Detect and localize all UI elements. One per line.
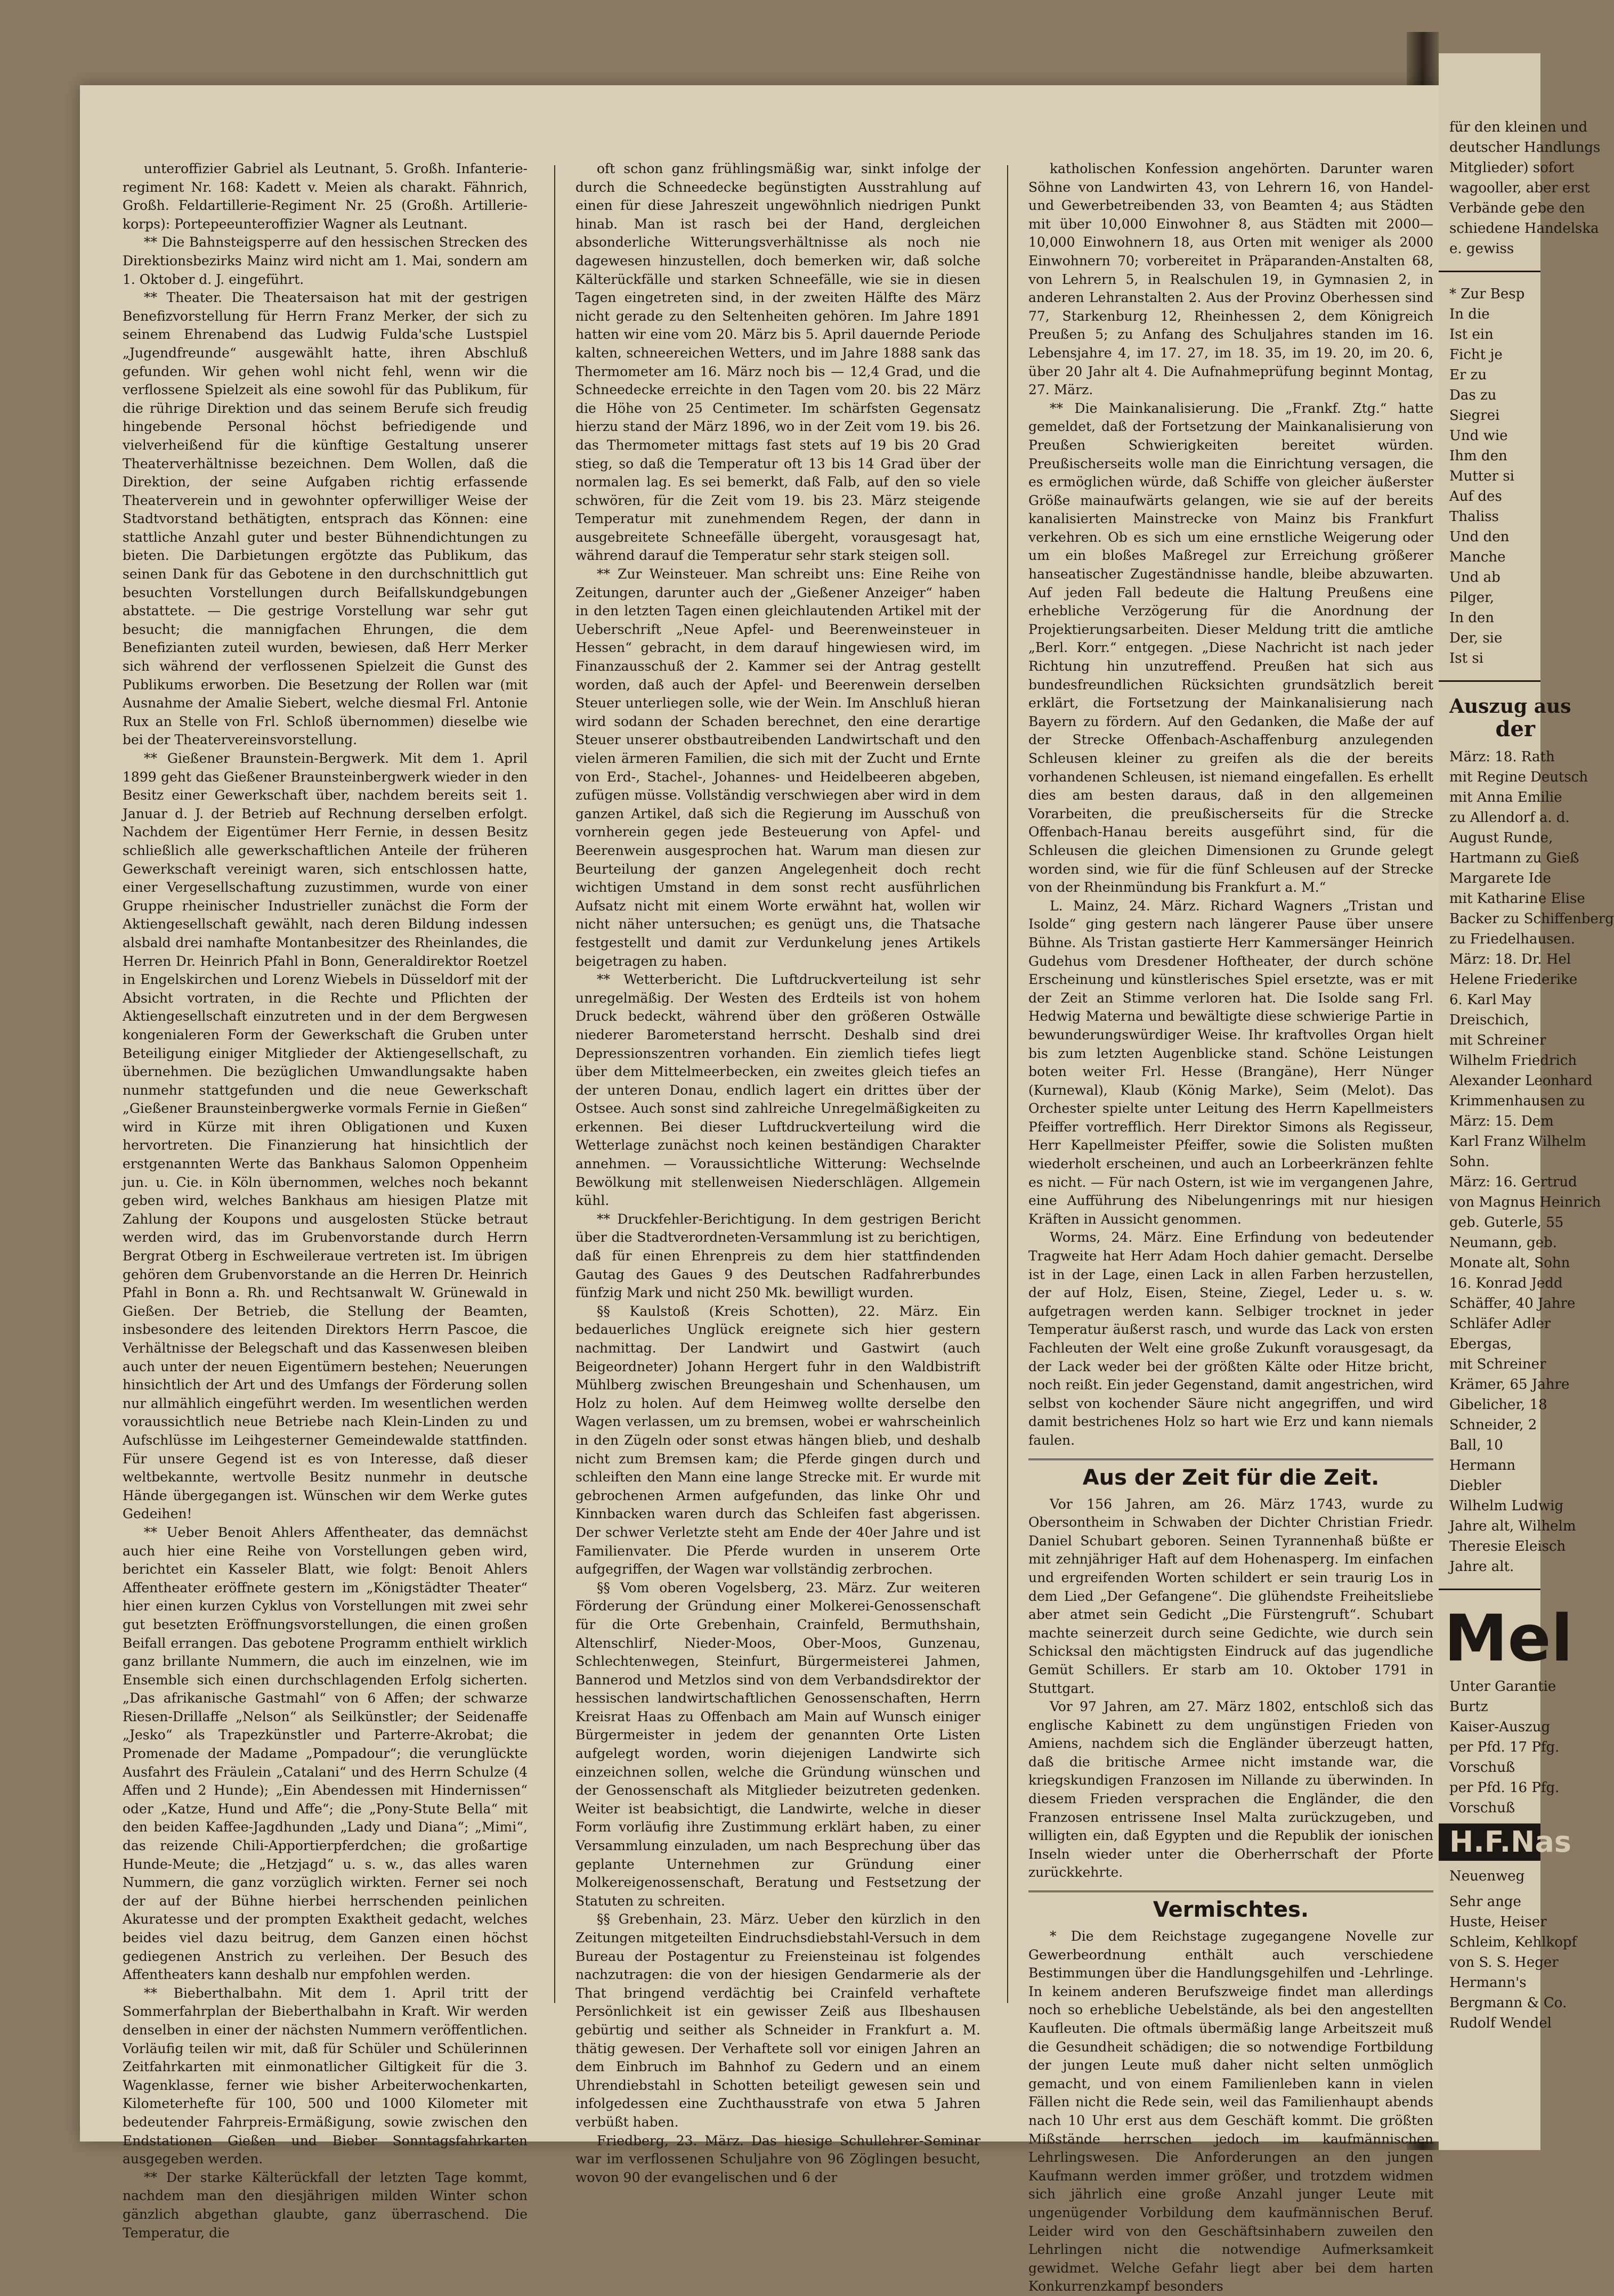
adjacent-box-subtitle: der bbox=[1495, 717, 1535, 742]
adjacent-text-line: per Pfd. 17 Pfg. bbox=[1449, 1739, 1560, 1755]
adjacent-text-line: deutscher Handlungs bbox=[1449, 140, 1601, 156]
adjacent-text-line: Sehr ange bbox=[1449, 1894, 1521, 1910]
article-paragraph: §§ Kaulstoß (Kreis Schotten), 22. März. Ein bedauerliches Unglück ereignete sich hier gestern nachmittag. Der Landwirt und Gastwirt (auch Beigeordneter) Johann Hergert fuhr in den Waldbistrift Mühlberg zwischen Breungeshain und Schenhausen, um Holz zu holen. Auf dem Heimweg wollte derselbe den Wagen verlassen, um zu bremsen, wobei er wahrscheinlich in den Zügeln oder sonst etwas hängen blieb, und deshalb nicht zum Bremsen kam; die Pferde gingen durch und schleiften den Mann eine lange Strecke mit. Er wurde mit gebrochenen Armen aufgefunden, das linke Ohr und Kinnbacken waren durch das Schleifen fast abgerissen. Der schwer Verletzte steht am Ende der 40er Jahre und ist Familienvater. Die Pferde wurden in unserem Orte aufgegriffen, der Wagen war vollständig zerbrochen. bbox=[575, 1303, 980, 1577]
adjacent-text-line: Neumann, geb. bbox=[1449, 1235, 1557, 1251]
adjacent-text-line: 16. Konrad Jedd bbox=[1449, 1275, 1563, 1291]
article-paragraph: ** Die Bahnsteigsperre auf den hessischen Strecken des Direktionsbezirks Mainz wird nicht am 1. Mai, sondern am 1. Oktober d. J. eingeführt. bbox=[123, 234, 528, 287]
adjacent-text-line: Der, sie bbox=[1449, 630, 1503, 646]
adjacent-text-line: Ist ein bbox=[1449, 327, 1494, 343]
column-3 bbox=[1028, 160, 1433, 2296]
adjacent-text-line: Ist si bbox=[1449, 650, 1483, 666]
adjacent-registry bbox=[1439, 747, 1614, 1577]
adjacent-text-line: Monate alt, Sohn bbox=[1449, 1255, 1570, 1271]
adjacent-text-line: geb. Guterle, 55 bbox=[1449, 1215, 1564, 1231]
adjacent-text-line: März: 15. Dem bbox=[1449, 1113, 1554, 1129]
adjacent-text-line: März: 18. Rath bbox=[1449, 749, 1555, 765]
article-paragraph: ** Zur Weinsteuer. Man schreibt uns: Eine Reihe von Zeitungen, darunter auch der „Gießener Anzeiger“ haben in den letzten Tagen einen gleichlautenden Artikel mit der Ueberschrift „Neue Apfel- und Beerenweinsteuer in Hessen“ gebracht, in dem darauf hingewiesen wird, im Finanzausschuß der 2. Kammer sei der Antrag gestellt worden, daß auch der Apfel- und Beerenwein derselben Steuer unterliegen solle, wie der Wein. Im Anschluß hieran wird sodann der Schaden berechnet, den eine derartige Steuer unserer obstbautreibenden Landwirtschaft und den vielen ärmeren Familien, die sich mit der Zucht und Ernte von Erd-, Stachel-, Johannes- und Heidelbeeren abgeben, zufügen müsse. Vollständig verschwiegen aber wird in dem ganzen Artikel, daß sich die Regierung im Ausschuß von vornherein gegen jede Besteuerung von Apfel- und Beerenwein ausgesprochen hat. Warum man diesen zur Beurteilung der ganzen Angelegenheit doch recht wichtigen Umstand in dem sonst recht ausführlichen Aufsatz nicht mit einem Worte erwähnt hat, wollen wir nicht näher untersuchen; es genügt uns, die Thatsache festgestellt und damit zur Verdunkelung jenes Artikels beigetragen zu haben. bbox=[575, 566, 980, 969]
adjacent-text-line: Margarete Ide bbox=[1449, 870, 1551, 886]
article-paragraph: Vor 97 Jahren, am 27. März 1802, entschloß sich das englische Kabinett zu dem ungünstigen Frieden von Amiens, nachdem sich die Engländer überzeugt hatten, daß die britische Armee nicht imstande war, die kriegskundigen Franzosen im Nillande zu überwinden. In diesem Frieden versprachen die Engländer, die den Franzosen entrissene Insel Malta zurückzugeben, und willigten ein, daß Egypten und die Republik der ionischen Inseln wieder unter die Oberherrschaft der Pforte zurückkehrte. bbox=[1028, 1699, 1433, 1880]
adjacent-text-line: Er zu bbox=[1449, 367, 1487, 383]
article-paragraph: ** Bieberthalbahn. Mit dem 1. April tritt der Sommerfahrplan der Bieberthalbahn in Kraft. Wir werden denselben in einer der nächsten Nummern veröffentlichen. Vorläufig teilen wir mit, daß für Schüler und Schülerinnen Zeitfahrkarten mit einmonatlicher Giltigkeit für die 3. Wagenklasse, ferner wie bisher Arbeiterwochenkarten, Kilometerhefte für 100, 500 und 1000 Kilometer mit bedeutender Fahrpreis-Ermäßigung, sowie zwischen den Endstationen Gießen und Bieber Sonntagsfahrkarten ausgegeben werden. bbox=[123, 1985, 528, 2167]
adjacent-text-line: Vorschuß bbox=[1449, 1760, 1515, 1776]
column-3-articles bbox=[1028, 160, 1433, 1450]
adjacent-ad-lines bbox=[1439, 1676, 1560, 1818]
adjacent-text-line: Hartmann zu Gieß bbox=[1449, 850, 1579, 866]
adjacent-text-line: Theresie Eleisch bbox=[1449, 1538, 1566, 1554]
adjacent-text-line: 6. Karl May bbox=[1449, 992, 1531, 1008]
adjacent-text-line: für den kleinen und bbox=[1449, 119, 1588, 135]
adjacent-rule bbox=[1439, 680, 1540, 682]
adjacent-text-line: e. gewiss bbox=[1449, 241, 1514, 257]
adjacent-text-line: Thaliss bbox=[1449, 509, 1499, 525]
column-divider bbox=[554, 165, 555, 2003]
adjacent-text-line: Huste, Heiser bbox=[1449, 1914, 1547, 1930]
adjacent-text-line: mit Schreiner bbox=[1449, 1356, 1546, 1372]
adjacent-text-line: Diebler bbox=[1449, 1478, 1502, 1494]
adjacent-page-fragment bbox=[1439, 53, 1614, 2150]
adjacent-text-line: schiedene Handelska bbox=[1449, 221, 1599, 237]
adjacent-rule bbox=[1439, 271, 1540, 272]
section-heading-vermischtes: Vermischtes. bbox=[1028, 1891, 1433, 1922]
adjacent-ad-stamp: H.F.Nas bbox=[1439, 1823, 1540, 1861]
adjacent-text-line: März: 16. Gertrud bbox=[1449, 1174, 1577, 1190]
adjacent-text-line: Bergmann & Co. bbox=[1449, 1995, 1567, 2011]
adjacent-text-line: Rudolf Wendel bbox=[1449, 2015, 1552, 2031]
adjacent-text-line: Auf des bbox=[1449, 488, 1502, 504]
adjacent-text-line: In den bbox=[1449, 610, 1495, 626]
article-paragraph: ** Druckfehler-Berichtigung. In dem gestrigen Bericht über die Stadtverordneten-Versammlung ist zu berichtigen, daß für einen Ehrenpreis zu dem hier stattfindenden Gautag des Gaues 9 des Deutschen Radfahrerbundes fünfzig Mark und nicht 250 Mk. bewilligt wurden. bbox=[575, 1211, 980, 1301]
adjacent-text-line: wagooller, aber erst bbox=[1449, 180, 1590, 196]
adjacent-text-line: Und den bbox=[1449, 529, 1510, 545]
adjacent-text-line: Schneider, 2 bbox=[1449, 1417, 1537, 1433]
adjacent-text-line: mit Schreiner bbox=[1449, 1032, 1546, 1048]
article-paragraph: unteroffizier Gabriel als Leutnant, 5. Großh. Infanterie-regiment Nr. 168: Kadett v. Meien als charakt. Fähnrich, Großh. Feldartillerie-Regiment Nr. 25 (Großh. Artillerie-korps): Portepeeunteroffizier Wagner als Leutnant. bbox=[123, 161, 528, 232]
adjacent-text-line: Gibelicher, 18 bbox=[1449, 1397, 1547, 1413]
article-paragraph: ** Ueber Benoit Ahlers Affentheater, das demnächst auch hier eine Reihe von Vorstellungen geben wird, berichtet ein Kasseler Blatt, wie folgt: Benoit Ahlers Affentheater eröffnete gestern im „Königstädter Theater“ hier einen kurzen Cyklus von Vorstellungen mit zwei sehr gut besetzten Eröffnungsvorstellungen, die einen großen Beifall errangen. Das gebotene Programm enthielt wirklich ganz brillante Nummern, die auch im einzelnen, wie im Ensemble sich einen durchschlagenden Erfolg sicherten. „Das afrikanische Gastmahl“ von 6 Affen; der schwarze Riesen-Drillaffe „Nelson“ als Seilkünstler; der Seidenaffe „Jesko“ als Trapezkünstler und Parterre-Akrobat; die Promenade der Madame „Pompadour“; die verunglückte Ausfahrt des Fräulein „Catalani“ und des Herrn Schulze (4 Affen und 2 Hunde); „Ein Abendessen mit Hindernissen“ oder „Katze, Hund und Affe“; die „Pony-Stute Bella“ mit den beiden Kaffee-Jagdhunden „Lady und Diana“; „Mimi“, das reizende Chili-Apportierpferdchen; die großartige Hunde-Meute; die „Hetzjagd“ u. s. w., das alles waren Nummern, die ganz vorzüglich wirkten. Ferner sei noch der auf der Bühne hierbei herrschenden peinlichen Akuratesse und der prompten Exaktheit gedacht, welches beides viel dazu beitrug, dem Ganzen einen höchst gediegenen Anstrich zu verleihen. Der Besuch des Affentheaters kann deshalb nur empfohlen werden. bbox=[123, 1524, 528, 1983]
adjacent-text-line: Kaiser-Auszug bbox=[1449, 1719, 1551, 1735]
adjacent-text-line: Sohn. bbox=[1449, 1154, 1490, 1170]
adjacent-text-line: Krimmenhausen zu bbox=[1449, 1093, 1585, 1109]
adjacent-box-title: Auszug aus bbox=[1449, 695, 1571, 718]
adjacent-text-line: Karl Franz Wilhelm bbox=[1449, 1134, 1586, 1150]
article-paragraph: katholischen Konfession angehörten. Darunter waren Söhne von Landwirten 43, von Lehrern 16, von Handel- und Gewerbetreibenden 33, von Beamten 4; aus Städten mit über 10,000 Einwohner 8, aus Städten mit 2000—10,000 Einwohnern 18, aus Orten mit weniger als 2000 Einwohnern 70; vorbereitet in Präparanden-Anstalten 68, von Lehrern 5, in Realschulen 19, in Gymnasien 2, in anderen Lehranstalten 2. Aus der Provinz Oberhessen sind 77, Starkenburg 12, Rheinhessen 2, dem Königreich Preußen 5; zu Anfang des Schuljahres standen im 16. Lebensjahre 4, im 17. 27, im 18. 35, im 19. 20, im 20. 6, über 20 Jahr alt 4. Die Aufnahmeprüfung beginnt Montag, 27. März. bbox=[1028, 161, 1433, 398]
adjacent-text-line: Ebergas, bbox=[1449, 1336, 1512, 1352]
adjacent-text-line: Schläfer Adler bbox=[1449, 1316, 1551, 1332]
adjacent-text-line: Mitglieder) sofort bbox=[1449, 160, 1575, 176]
adjacent-text-line: Wilhelm Ludwig bbox=[1449, 1498, 1564, 1514]
section-heading-aus-der-zeit: Aus der Zeit für die Zeit. bbox=[1028, 1459, 1433, 1490]
adjacent-text-line: Schäffer, 40 Jahre bbox=[1449, 1296, 1576, 1312]
article-paragraph: ** Die Mainkanalisierung. Die „Frankf. Ztg.“ hatte gemeldet, daß der Fortsetzung der Mainkanalisierung von Preußen Schwierigkeiten bereitet würden. Preußischerseits wolle man die Einrichtung versagen, die es ermöglichen würde, daß Schiffe von gleicher äußerster Größe mainaufwärts gelangen, wie sie auf der bereits kanalisierten Mainstrecke von Mainz bis Frankfurt verkehren. Ob es sich um eine ernstliche Weigerung oder um ein bloßes Maßregel zur Erreichung größerer hanseatischer Zugeständnisse handle, bleibe abzuwarten. Auf jeden Fall bedeute die Haltung Preußens eine erhebliche Verzögerung für die Anordnung der Projektierungsarbeiten. Dieser Meldung tritt die amtliche „Berl. Korr.“ entgegen. „Diese Nachricht ist nach jeder Richtung hin unzutreffend. Preußen hat sich aus bundesfreundlichen Rücksichten grundsätzlich bereit erklärt, die Fortsetzung der Mainkanalisierung nach Bayern zu fördern. Auf den Gedanken, die Maße der auf der Strecke Offenbach-Aschaffenburg anzulegenden Schleusen kleiner zu greifen als die der bereits vorhandenen Schleusen, ist niemand eingefallen. Es erhellt dies am besten daraus, daß in den allgemeinen Vorarbeiten, die preußischerseits für die Strecke Offenbach-Hanau bereits ausgeführt sind, für die Schleusen die gleichen Dimensionen zu Grunde gelegt worden sind, wie für die fünf Schleusen auf der Strecke von der Rheinmündung bis Frankfurt a. M.“ bbox=[1028, 400, 1433, 895]
article-paragraph: ** Wetterbericht. Die Luftdruckverteilung ist sehr unregelmäßig. Der Westen des Erdteils ist von hohem Druck bedeckt, während über den größeren Ostwälle niederer Barometerstand herrscht. Deshalb sind drei Depressionszentren vorhanden. Ein ziemlich tiefes liegt über dem Mittelmeerbecken, ein zweites gleich tiefes an der unteren Donau, endlich lagert ein drittes über der Ostsee. Auch sonst sind zahlreiche Unregelmäßigkeiten zu erkennen. Bei dieser Luftdruckverteilung wird die Wetterlage zunächst noch keinen beständigen Charakter annehmen. — Voraussichtliche Witterung: Wechselnde Bewölkung mit stellenweisen Niederschlägen. Allgemein kühl. bbox=[575, 972, 980, 1209]
article-paragraph: ** Der starke Kälterückfall der letzten Tage kommt, nachdem man den diesjährigen milden Winter schon gänzlich abgethan glaubte, ganz überraschend. Die Temperatur, die bbox=[123, 2169, 528, 2241]
article-paragraph: §§ Grebenhain, 23. März. Ueber den kürzlich in den Zeitungen mitgeteilten Eindruchsdiebstahl-Versuch in dem Bureau der Postagentur zu Freiensteinau ist folgendes nachzutragen: die von der hiesigen Gendarmerie als der That bringend verdächtig bei Crainfeld verhaftete Persönlichkeit ist ein gewisser Zeiß aus Ilbeshausen gebürtig und seither als Schneider in Frankfurt a. M. thätig gewesen. Der Verhaftete soll vor einigen Jahren an dem Einbruch im Bahnhof zu Gedern und an einem Uhrendiebstahl in Schotten beteiligt gewesen sein und infolgedessen eine Zuchthausstrafe von etwa 5 Jahren verbüßt haben. bbox=[575, 1911, 980, 2130]
adjacent-text-line: Hermann bbox=[1449, 1458, 1516, 1473]
article-paragraph: §§ Vom oberen Vogelsberg, 23. März. Zur weiteren Förderung der Gründung einer Molkerei-Genossenschaft für die Orte Grebenhain, Crainfeld, Bermuthshain, Altenschlirf, Nieder-Moos, Ober-Moos, Gunzenau, Schlechtenwegen, Steinfurt, Bürgermeisterei Jahmen, Bannerod und Metzlos sind von dem Verbandsdirektor der hessischen landwirtschaftlichen Genossenschaften, Herrn Kreisrat Haas zu Offenbach am Main auf Wunsch einiger Bürgermeister in jedem der genannten Orte Listen aufgelegt worden, worin diejenigen Landwirte sich einzeichnen sollen, welche die Gründung wünschen und der Genossenschaft als Mitglieder beizutreten gedenken. Weiter ist beabsichtigt, die Landwirte, welche in dieser Form vorläufig ihre Zustimmung erklärt haben, zu einer Versammlung einzuladen, um nach Besprechung über das geplante Unternehmen zur Gründung einer Molkereigenossenschaft, Beratung und Festsetzung der Statuten zu schreiten. bbox=[575, 1579, 980, 1909]
adjacent-text-line: per Pfd. 16 Pfg. bbox=[1449, 1780, 1560, 1796]
article-paragraph: * Die dem Reichstage zugegangene Novelle zur Gewerbeordnung enthält auch verschiedene Bestimmungen über die Handlungsgehilfen und -Lehrlinge. In keinem anderen Berufszweige findet man allerdings noch so erhebliche Uebelstände, als bei den angestellten Kaufleuten. Die oftmals übermäßig lange Arbeitszeit muß die Gesundheit schädigen; die so notwendige Fortbildung der jungen Leute muß daher nicht selten unmöglich gemacht, und von einem Familienleben kann in vielen Fällen nicht die Rede sein, weil das Familienhaupt abends nach 10 Uhr erst aus dem Geschäft kommt. Die größten Mißstände herrschen jedoch im kaufmännischen Lehrlingswesen. Die Anforderungen an den jungen Kaufmann werden immer größer, und trotzdem widmen sich jährlich eine große Anzahl junger Leute mit ungenügender Vorbildung dem kaufmännischen Beruf. Leider wird von den Geschäftsinhabern zuweilen den Lehrlingen nicht die notwendige Aufmerksamkeit gewidmet. Welche Gefahr liegt aber bei dem harten Konkurrenzkampf besonders bbox=[1028, 1928, 1433, 2294]
adjacent-text-line: Unter Garantie bbox=[1449, 1679, 1556, 1695]
adjacent-text-line: Burtz bbox=[1449, 1699, 1488, 1715]
adjacent-text-line: Das zu bbox=[1449, 387, 1497, 403]
adjacent-text-line: Alexander Leonhard bbox=[1449, 1073, 1593, 1089]
adjacent-ad-lines-2 bbox=[1439, 1892, 1577, 2033]
adjacent-text-line: Wilhelm Friedrich bbox=[1449, 1053, 1577, 1069]
article-paragraph: ** Gießener Braunstein-Bergwerk. Mit dem 1. April 1899 geht das Gießener Braunsteinbergwerk wieder in den Besitz einer Gewerkschaft über, nachdem bereits seit 1. Januar d. J. der Betrieb auf Rechnung derselben erfolgt. Nachdem der Eigentümer Herr Fernie, in dessen Besitz schließlich alle gewerkschaftlichen Anteile der früheren Gewerkschaft vereinigt waren, sich entschlossen hatte, einer Vergesellschaftung zuzustimmen, wurde von einer Gruppe rheinischer Industrieller zunächst die Form der Aktiengesellschaft gewählt, nach deren Bildung indessen alsbald drei namhafte Montanbesitzer des Rheinlandes, die Herren Dr. Heinrich Pfahl in Bonn, Generaldirektor Roetzel in Engelskirchen und Lorenz Wiebels in Düsseldorf mit der Absicht vortraten, in die Rechte und Pflichten der Aktiengesellschaft einzutreten und in der dem Bergwesen kongenialeren Form der Gewerkschaft die Gruben unter Beteiligung einiger Mitglieder der Aktiengesellschaft, zu übernehmen. Die bezüglichen Umwandlungsakte haben nunmehr stattgefunden und die neue Gewerkschaft „Gießener Braunsteinbergwerke vormals Fernie in Gießen“ wird in Kürze mit ihren Obligationen und Kuxen hervortreten. Die Finanzierung hat hinsichtlich der erstgenannten Werte das Bankhaus Salomon Oppenheim jun. u. Cie. in Köln übernommen, welches noch bekannt geben wird, welches Bankhaus am hiesigen Platze mit Zahlung der Koupons und ausgelosten Stücke betraut werden wird, das im Grubenvorstande durch Herrn Bergrat Otberg in Eschweileraue vertreten ist. Im übrigen gehören dem Grubenvorstande an die Herren Dr. Heinrich Pfahl in Bonn a. Rh. und Rechtsanwalt W. Grünewald in Gießen. Der Betrieb, die Stellung der Beamten, insbesondere des leitenden Direktors Herrn Pascoe, die Verhältnisse der Belegschaft und das Kassenwesen bleiben auch unter der neuen Eigentümern bestehen; Neuerungen hinsichtlich der Art und des Umfangs der Förderung sollen nur allmählich eingeführt werden. Im wesentlichen werden voraussichtlich neue Betriebe nach Klein-Linden zu und Aufschlüsse im Leihgesterner Gemeindewalde stattfinden. Für unsere Gegend ist es von Interesse, daß dieser weltbekannte, wertvolle Besitz nunmehr in deutsche Hände übergegangen ist. Wünschen wir dem Werke gutes Gedeihen! bbox=[123, 751, 528, 1522]
adjacent-text-line: Manche bbox=[1449, 549, 1506, 565]
adjacent-text-line: Helene Friederike bbox=[1449, 972, 1578, 988]
section-vermischtes bbox=[1028, 1927, 1433, 2296]
adjacent-rule bbox=[1439, 1589, 1540, 1590]
adjacent-text-line: mit Anna Emilie bbox=[1449, 789, 1562, 805]
adjacent-text-line: Und wie bbox=[1449, 428, 1508, 444]
adjacent-text-line: zu Friedelhausen. bbox=[1449, 931, 1575, 947]
adjacent-text-line: Jahre alt, Wilhelm bbox=[1449, 1518, 1576, 1534]
adjacent-text-line: Dreischich, bbox=[1449, 1012, 1529, 1028]
adjacent-text-line: * Zur Besp bbox=[1449, 286, 1525, 302]
adjacent-text-line: von S. S. Heger bbox=[1449, 1955, 1559, 1971]
adjacent-text-top bbox=[1439, 117, 1601, 259]
adjacent-ad-stamp-sub: Neuenweg bbox=[1449, 1868, 1525, 1884]
adjacent-text-line: Ficht je bbox=[1449, 347, 1503, 363]
adjacent-text-line: Und ab bbox=[1449, 569, 1501, 585]
adjacent-text-line: von Magnus Heinrich bbox=[1449, 1194, 1601, 1210]
column-2 bbox=[575, 160, 980, 2187]
adjacent-text-line: Mutter si bbox=[1449, 468, 1515, 484]
adjacent-text-line: mit Katharine Elise bbox=[1449, 891, 1585, 907]
adjacent-poem bbox=[1439, 284, 1540, 669]
adjacent-text-line: Verbände gebe den bbox=[1449, 200, 1585, 216]
adjacent-text-line: Ball, 10 bbox=[1449, 1437, 1503, 1453]
adjacent-text-line: mit Regine Deutsch bbox=[1449, 769, 1588, 785]
adjacent-ad-headline: Mel bbox=[1444, 1602, 1573, 1676]
adjacent-text-line: Vorschuß bbox=[1449, 1800, 1515, 1816]
article-paragraph: oft schon ganz frühlingsmäßig war, sinkt infolge der durch die Schneedecke begünstigten Ausstrahlung auf einen für diese Jahreszeit ungewöhnlich niedrigen Punkt hinab. Man ist rasch bei der Hand, dergleichen absonderliche Witterungsverhältnisse als noch nie dagewesen hinzustellen, doch bemerken wir, daß solche Kälterückfälle und starken Schneefälle, wie sie in diesen Tagen eingetreten sind, in der zweiten Hälfte des März nicht gerade zu den Seltenheiten gehören. Im Jahre 1891 hatten wir eine vom 20. März bis 5. April dauernde Periode kalten, schneereichen Wetters, und im Jahre 1888 sank das Thermometer am 16. März noch bis — 12,4 Grad, und die Schneedecke erreichte in den Tagen vom 20. bis 22 März die Höhe von 25 Centimeter. Im schärfsten Gegensatz hierzu stand der März 1896, wo in der Zeit vom 19. bis 26. das Thermometer mittags fast stets auf 19 bis 20 Grad stieg, so daß die Temperatur oft 13 bis 14 Grad über der normalen lag. Es sei bemerkt, daß Falb, auf den so viele schwören, für die Zeit vom 19. bis 23. März steigende Temperatur mit zunehmendem Regen, der dann in ausgebreitete Schneefälle übergeht, vorausgesagt hat, während darauf die Temperatur sehr stark steigen soll. bbox=[575, 161, 980, 564]
section-aus-der-zeit bbox=[1028, 1495, 1433, 1882]
article-paragraph: Vor 156 Jahren, am 26. März 1743, wurde zu Obersontheim in Schwaben der Dichter Christian Friedr. Daniel Schubart geboren. Seinen Tyrannenhaß büßte er mit zehnjähriger Haft auf dem Hohenasperg. Im einfachen und ergreifenden Worten schildert er sein traurig Los in dem Lied „Der Gefangene“. Die glühendste Freiheitsliebe aber atmet sein Gedicht „Die Fürstengruft“. Schubart machte seinerzeit durch seine Gedichte, wie durch sein Schicksal den mächtigsten Eindruck auf das jugendliche Gemüt Schillers. Er starb am 10. Oktober 1791 in Stuttgart. bbox=[1028, 1496, 1433, 1696]
adjacent-text-line: Backer zu Schiffenberg bbox=[1449, 911, 1614, 927]
article-paragraph: L. Mainz, 24. März. Richard Wagners „Tristan und Isolde“ ging gestern nach längerer Pause über unsere Bühne. Als Tristan gastierte Herr Kammersänger Heinrich Gudehus vom Dresdener Hoftheater, der durch schöne Erscheinung und künstlerisches Spiel ersetzte, was er mit der Zeit an Stimme verloren hat. Die Isolde sang Frl. Hedwig Materna und bewältigte diese schwierige Partie in bewunderungswürdiger Weise. Ihr kraftvolles Organ hielt bis zum letzten Augenblicke stand. Schöne Leistungen boten weiter Frl. Hesse (Brangäne), Herr Nünger (Kurnewal), Klaub (König Marke), Seim (Melot). Das Orchester spielte unter Leitung des Herrn Kapellmeisters Pfeiffer vortrefflich. Herr Direktor Simons als Regisseur, Herr Kapellmeister Pfeiffer, sowie die Solisten mußten wiederholt erscheinen, und auch an Lorbeerkränzen fehlte es nicht. — Für nach Ostern, ist wie im vergangenen Jahre, eine Aufführung des Nibelungenrings mit nur hiesigen Kräften in Aussicht genommen. bbox=[1028, 898, 1433, 1227]
adjacent-text-line: Pilger, bbox=[1449, 590, 1494, 606]
adjacent-text-line: Krämer, 65 Jahre bbox=[1449, 1377, 1570, 1393]
adjacent-text-line: Ihm den bbox=[1449, 448, 1507, 464]
adjacent-text-line: Schleim, Kehlkopf bbox=[1449, 1934, 1577, 1950]
adjacent-text-line: In die bbox=[1449, 306, 1490, 322]
adjacent-text-line: März: 18. Dr. Hel bbox=[1449, 951, 1571, 967]
adjacent-text-line: Siegrei bbox=[1449, 408, 1500, 424]
column-1 bbox=[123, 160, 528, 2242]
adjacent-text-line: Hermann's bbox=[1449, 1975, 1527, 1991]
article-paragraph: Worms, 24. März. Eine Erfindung von bedeutender Tragweite hat Herr Adam Hoch dahier gemacht. Derselbe ist in der Lage, einen Lack in allen Farben herzustellen, der auf Holz, Eisen, Steine, Ziegel, Leder u. s. w. aufgetragen werden kann. Selbiger trocknet in jeder Temperatur äußerst rasch, und wurde das Lack von ersten Fachleuten der Welt eine große Zukunft vorausgesagt, da der Lack weder bei der größten Kälte oder Hitze bricht, noch reißt. Ein jeder Gegenstand, damit angestrichen, wird selbst von kochender Säure nicht angegriffen, und wird damit bestrichenes Holz so hart wie Erz und kann niemals faulen. bbox=[1028, 1230, 1433, 1448]
article-paragraph: Friedberg, 23. März. Das hiesige Schullehrer-Seminar war im verflossenen Schuljahre von 96 Zöglingen besucht, wovon 90 der evangelischen und 6 der bbox=[575, 2132, 980, 2185]
adjacent-text-line: Jahre alt. bbox=[1449, 1559, 1514, 1575]
article-paragraph: ** Theater. Die Theatersaison hat mit der gestrigen Benefizvorstellung für Herrn Franz Merker, der sich zu seinem Ehrenabend das Ludwig Fulda'sche Lustspiel „Jugendfreunde“ ausgewählt hatte, ihren Abschluß gefunden. Wir gehen wohl nicht fehl, wenn wir die verflossene Spielzeit als eine sowohl für das Publikum, für die rührige Direktion und das seinem Berufe sich freudig hingebende Personal höchst befriedigende und vielverheißend für die künftige Gestaltung unserer Theaterverhältnisse bezeichnen. Dem Wollen, daß die Direktion, der seine Aufgaben richtig erfassende Theaterverein und in gewohnter opferwilliger Weise der Stadtvorstand bethätigten, entsprach das Können: eine stattliche Anzahl guter und bester Bühnendichtungen zu bieten. Die Darbietungen ergötzte das Publikum, das seinen Dank für das Gebotene in den durchschnittlich gut besuchten Vorstellungen durch Beifallskundgebungen abstattete. — Die gestrige Vorstellung war sehr gut besucht; die mannigfachen Ehrungen, die dem Benefizianten zuteil wurden, bewiesen, daß Herr Merker sich während der verflossenen Spielzeit die Gunst des Publikums erworben. Die Besetzung der Rollen war (mit Ausnahme der Amalie Siebert, welche diesmal Frl. Antonie Rux an Stelle von Frl. Schloß übernommen) dieselbe wie bei der Theatervereinsvorstellung. bbox=[123, 290, 528, 748]
column-divider bbox=[1007, 165, 1008, 2003]
adjacent-text-line: August Runde, bbox=[1449, 830, 1553, 846]
adjacent-text-line: zu Allendorf a. d. bbox=[1449, 810, 1570, 826]
newspaper-page bbox=[80, 85, 1444, 2294]
